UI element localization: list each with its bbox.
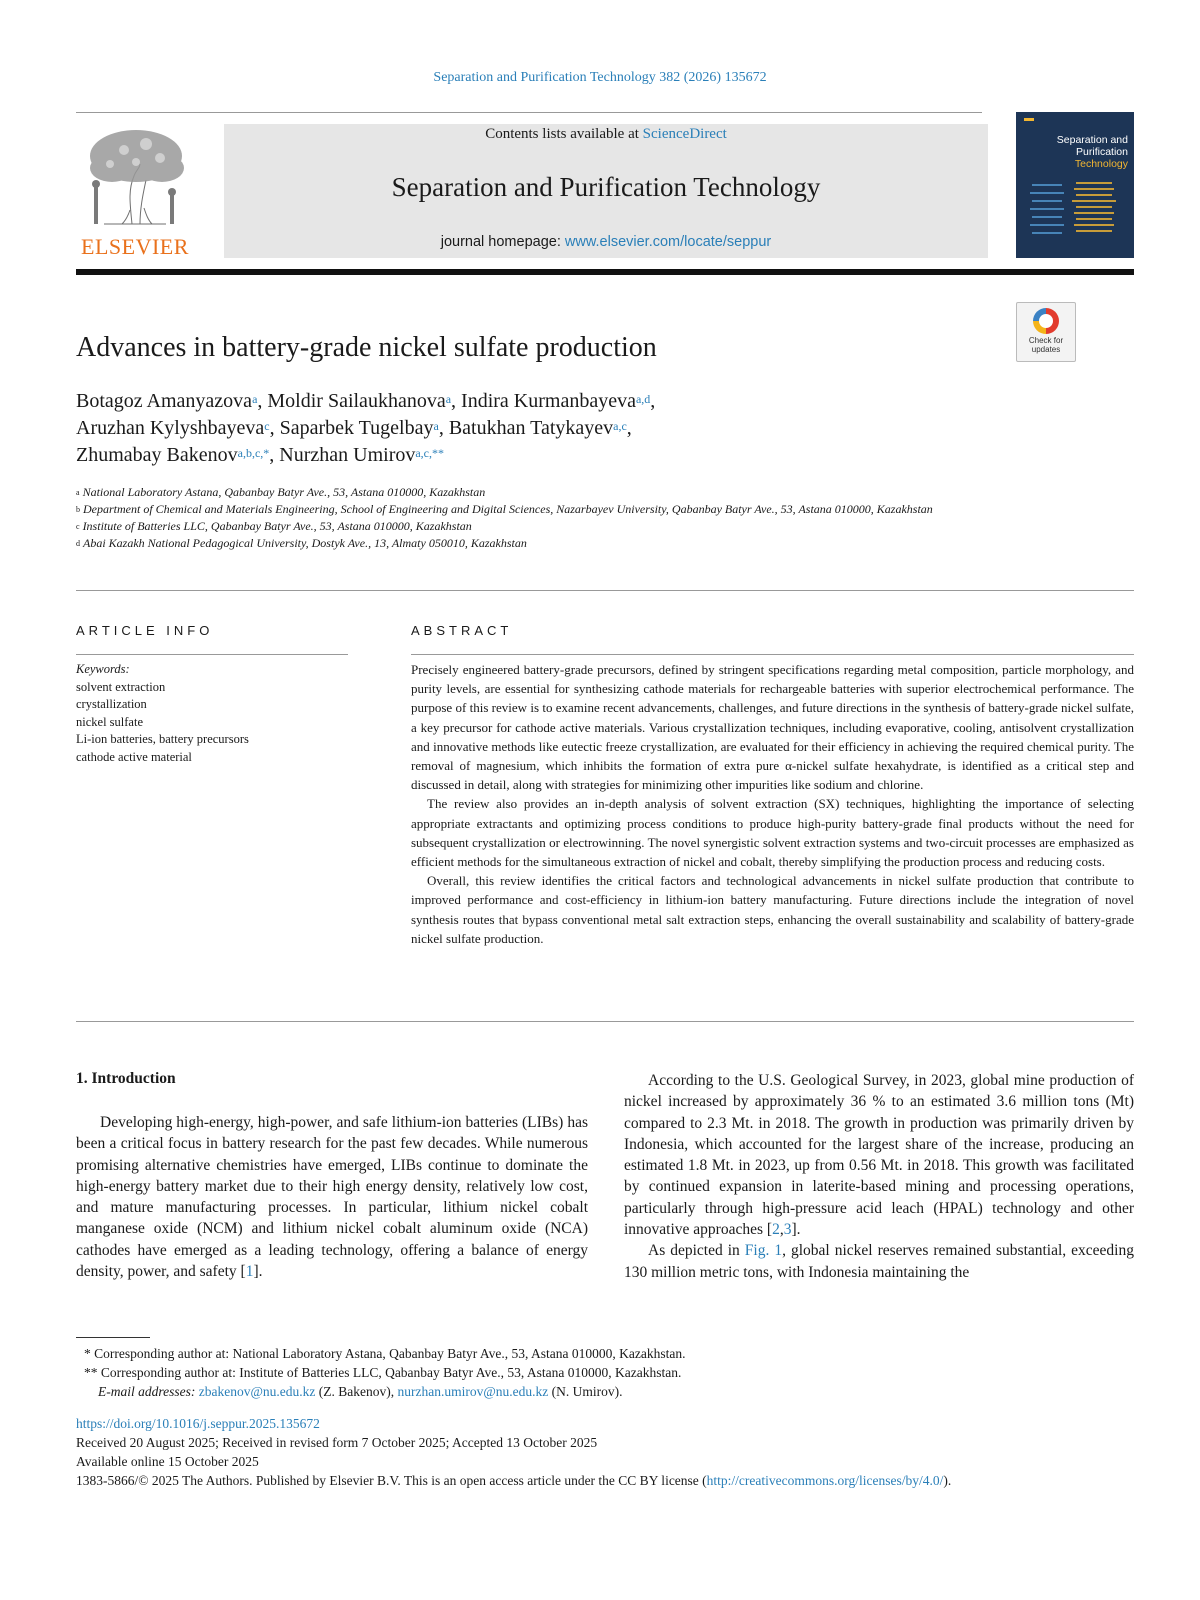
keyword-item: Li-ion batteries, battery precursors xyxy=(76,732,249,746)
body-paragraph: Developing high-energy, high-power, and safe lithium-ion batteries (LIBs) has been a critical focus in battery research for the past few decades. While numerous promising alternative chemistries have emerged, LIBs continue to dominate the high-energy battery market due to their high energy density, relatively low cost, and mature manufacturing processes. In particular, lithium nickel cobalt manganese oxide (NCM) and lithium nickel cobalt aluminum oxide (NCA) cathodes have emerged as a leading technology, offering a balance of energy density, power, and safety [1]. xyxy=(76,1114,588,1281)
affiliation-item: $^d$ Abai Kazakh National Pedagogical University, Dostyk Ave., 13, Almaty 050010, Kazakhstan xyxy=(76,536,527,550)
cover-title: Separation and Purification Technology xyxy=(1056,134,1128,170)
abstract-bottom-rule xyxy=(76,1021,1134,1022)
body-paragraph: As depicted in Fig. 1, global nickel reserves remained substantial, exceeding 130 million metric tons, with Indonesia maintaining the xyxy=(624,1242,1134,1281)
affiliation-item: $^a$ National Laboratory Astana, Qabanbay Batyr Ave., 53, Astana 010000, Kazakhstan xyxy=(76,485,486,499)
elsevier-wordmark: ELSEVIER xyxy=(81,234,189,259)
author-name[interactable]: Zhumabay Bakenov xyxy=(76,444,238,466)
section-rule xyxy=(76,590,1134,591)
affiliation-item: $^c$ Institute of Batteries LLC, Qabanbay Batyr Ave., 53, Astana 010000, Kazakhstan xyxy=(76,519,472,533)
keyword-item: nickel sulfate xyxy=(76,714,143,729)
email-line: E-mail addresses: zbakenov@nu.edu.kz (Z. Bakenov), nurzhan.umirov@nu.edu.kz (N. Umirov). xyxy=(98,1384,623,1399)
check-updates-label: Check for updates xyxy=(1028,336,1064,354)
reference-link[interactable]: 2 xyxy=(772,1221,780,1239)
available-online: Available online 15 October 2025 xyxy=(76,1454,259,1469)
author-affiliation-mark[interactable]: a,c,** xyxy=(415,446,445,460)
reference-link[interactable]: 1 xyxy=(245,1263,254,1281)
cover-pattern-icon xyxy=(1016,112,1134,258)
keywords-block xyxy=(76,661,356,766)
keyword-item: solvent extraction xyxy=(76,679,166,694)
homepage-line: journal homepage: www.elsevier.com/locate/seppur xyxy=(440,234,772,250)
keyword-item: crystallization xyxy=(76,697,147,711)
article-info-rule xyxy=(76,654,348,655)
section-heading: 1. Introduction xyxy=(76,1070,176,1087)
article-title: Advances in battery-grade nickel sulfate production xyxy=(76,332,657,363)
body-paragraph: According to the U.S. Geological Survey, in 2023, global mine production of nickel increased by approximately 36 % to an estimated 3.6 million tons (Mt) compared to 2.3 Mt. in 2018. The growth in production was primarily driven by Indonesia, which accounted for the largest share of the increase, producing an estimated 1.8 Mt. in 2023, up from 0.56 Mt. in 2018. This growth was facilitated by continued expansion in laterite-based mining and processing operations, particularly through high-pressure acid leach (HPAL) technology and other innovative approaches [2,3]. xyxy=(624,1072,1134,1239)
corresponding-author-note: ** Corresponding author at: Institute of Batteries LLC, Qabanbay Batyr Ave., 53, Astana 010000, Kazakhstan. xyxy=(84,1365,682,1380)
affiliations xyxy=(76,484,1076,552)
author-name[interactable]: Botagoz Amanyazova xyxy=(76,390,253,412)
article-info-heading: ARTICLE INFO xyxy=(76,623,214,638)
publication-info xyxy=(76,1414,1136,1490)
license-line: 1383-5866/© 2025 The Authors. Published by Elsevier B.V. This is an open access article under the CC BY license (http://creativecommons.org/licenses/by/4.0/). xyxy=(76,1473,952,1488)
author-list: Botagoz Amanyazova$^a$, Moldir Sailaukhanova$^a$, Indira Kurmanbayeva$^{a,d}$, Aruzhan Kylyshbayeva$^c$, Saparbek Tugelbay$^a$, Batukhan Tatykayev$^{a,c}$, Zhumabay Bakenov$^{a,b,c,*}$, Nurzhan Umirov$^{a,c,**}$ xyxy=(76,390,656,466)
author-name[interactable]: Batukhan Tatykayev xyxy=(448,417,614,439)
check-for-updates-button[interactable] xyxy=(1016,302,1076,362)
keyword-item: cathode active material xyxy=(76,749,192,764)
abstract-paragraph: Precisely engineered battery-grade precursors, defined by stringent specifications regarding metal composition, particle morphology, and purity levels, are essential for synthesizing cathode materials for rechargeable batteries with superior electrochemical performance. The purpose of this review is to examine recent advancements, challenges, and future directions in the synthesis of battery-grade nickel sulfate, a key precursor for cathode active materials. Various crystallization techniques, including evaporative, cooling, antisolvent crystallization and innovative methods like eutectic freeze crystallization, are evaluated for their efficiency in achieving the required chemical purity. The removal of magnesium, which inhibits the formation of extra pure α-nickel sulfate hexahydrate, is identified as a critical step and discussed in detail, along with strategies for minimizing other impurities like sodium and chlorine. xyxy=(411,662,1134,793)
author-name[interactable]: Nurzhan Umirov xyxy=(279,444,416,466)
check-updates-icon xyxy=(1033,308,1059,334)
author-affiliation-mark[interactable]: a,b,c,* xyxy=(237,446,270,460)
license-link[interactable]: http://creativecommons.org/licenses/by/4.0/ xyxy=(706,1473,944,1488)
author-name[interactable]: Saparbek Tugelbay xyxy=(279,417,434,439)
top-rule xyxy=(76,112,982,113)
footnote-rule xyxy=(76,1337,150,1338)
journal-homepage-link[interactable]: www.elsevier.com/locate/seppur xyxy=(564,234,772,250)
author-affiliation-mark[interactable]: c xyxy=(264,419,270,433)
author-name[interactable]: Aruzhan Kylyshbayeva xyxy=(76,417,265,439)
abstract-heading: ABSTRACT xyxy=(411,623,513,638)
header-thick-rule xyxy=(76,269,1134,275)
journal-cover-image[interactable] xyxy=(1016,112,1134,258)
journal-header-box xyxy=(224,124,988,258)
affiliation-item: $^b$ Department of Chemical and Materials Engineering, School of Engineering and Digital Sciences, Nazarbayev University, Qabanbay Batyr Ave., 53, Astana 010000, Kazakhstan xyxy=(76,502,933,516)
reference-link[interactable]: 3 xyxy=(783,1221,792,1239)
email-link[interactable]: nurzhan.umirov@nu.edu.kz xyxy=(397,1384,549,1399)
abstract-body xyxy=(411,660,1134,948)
abstract-rule xyxy=(411,654,1134,655)
author-name[interactable]: Moldir Sailaukhanova xyxy=(267,390,446,412)
doi-link[interactable]: https://doi.org/10.1016/j.seppur.2025.135672 xyxy=(76,1416,320,1431)
author-affiliation-mark[interactable]: a,d xyxy=(635,392,651,406)
journal-title: Separation and Purification Technology xyxy=(391,172,821,202)
contents-line: Contents lists available at ScienceDirect xyxy=(485,126,727,142)
email-link[interactable]: zbakenov@nu.edu.kz xyxy=(198,1384,316,1399)
tree-engraving-icon xyxy=(74,124,196,232)
author-affiliation-mark[interactable]: a xyxy=(252,392,258,406)
corresponding-author-note: * Corresponding author at: National Laboratory Astana, Qabanbay Batyr Ave., 53, Astana 010000, Kazakhstan. xyxy=(84,1346,686,1361)
elsevier-logo xyxy=(74,124,196,260)
author-name[interactable]: Indira Kurmanbayeva xyxy=(461,390,636,412)
received-dates: Received 20 August 2025; Received in revised form 7 October 2025; Accepted 13 October 2025 xyxy=(76,1435,598,1450)
author-affiliation-mark[interactable]: a xyxy=(433,419,439,433)
author-affiliation-mark[interactable]: a,c xyxy=(613,419,627,433)
journal-reference-link[interactable]: Separation and Purification Technology 382 (2026) 135672 xyxy=(433,70,767,85)
sciencedirect-link[interactable]: ScienceDirect xyxy=(642,126,727,142)
body-column-left xyxy=(76,1112,588,1282)
abstract-paragraph: The review also provides an in-depth analysis of solvent extraction (SX) techniques, highlighting the importance of selecting appropriate extractants and optimizing process conditions to produce high-purity battery-grade final products without the need for subsequent crystallization or electrowinning. The novel synergistic solvent extraction systems and two-circuit processes are emphasized as efficient methods for the simultaneous extraction of nickel and cobalt, thereby simplifying the production process and reducing costs. xyxy=(411,796,1134,870)
footnotes xyxy=(84,1344,1124,1401)
keywords-label: Keywords: xyxy=(76,662,130,676)
figure-link[interactable]: Fig. 1 xyxy=(744,1242,783,1260)
body-column-right xyxy=(624,1070,1134,1283)
abstract-paragraph: Overall, this review identifies the critical factors and technological advancements in nickel sulfate production that contribute to improved performance and cost-efficiency in lithium-ion battery manufacturing. Future directions include the integration of novel synthesis routes that bypass conventional metal salt extraction steps, enhancing the overall sustainability and scalability of battery-grade nickel sulfate production. xyxy=(411,873,1134,946)
author-affiliation-mark[interactable]: a xyxy=(445,392,452,406)
